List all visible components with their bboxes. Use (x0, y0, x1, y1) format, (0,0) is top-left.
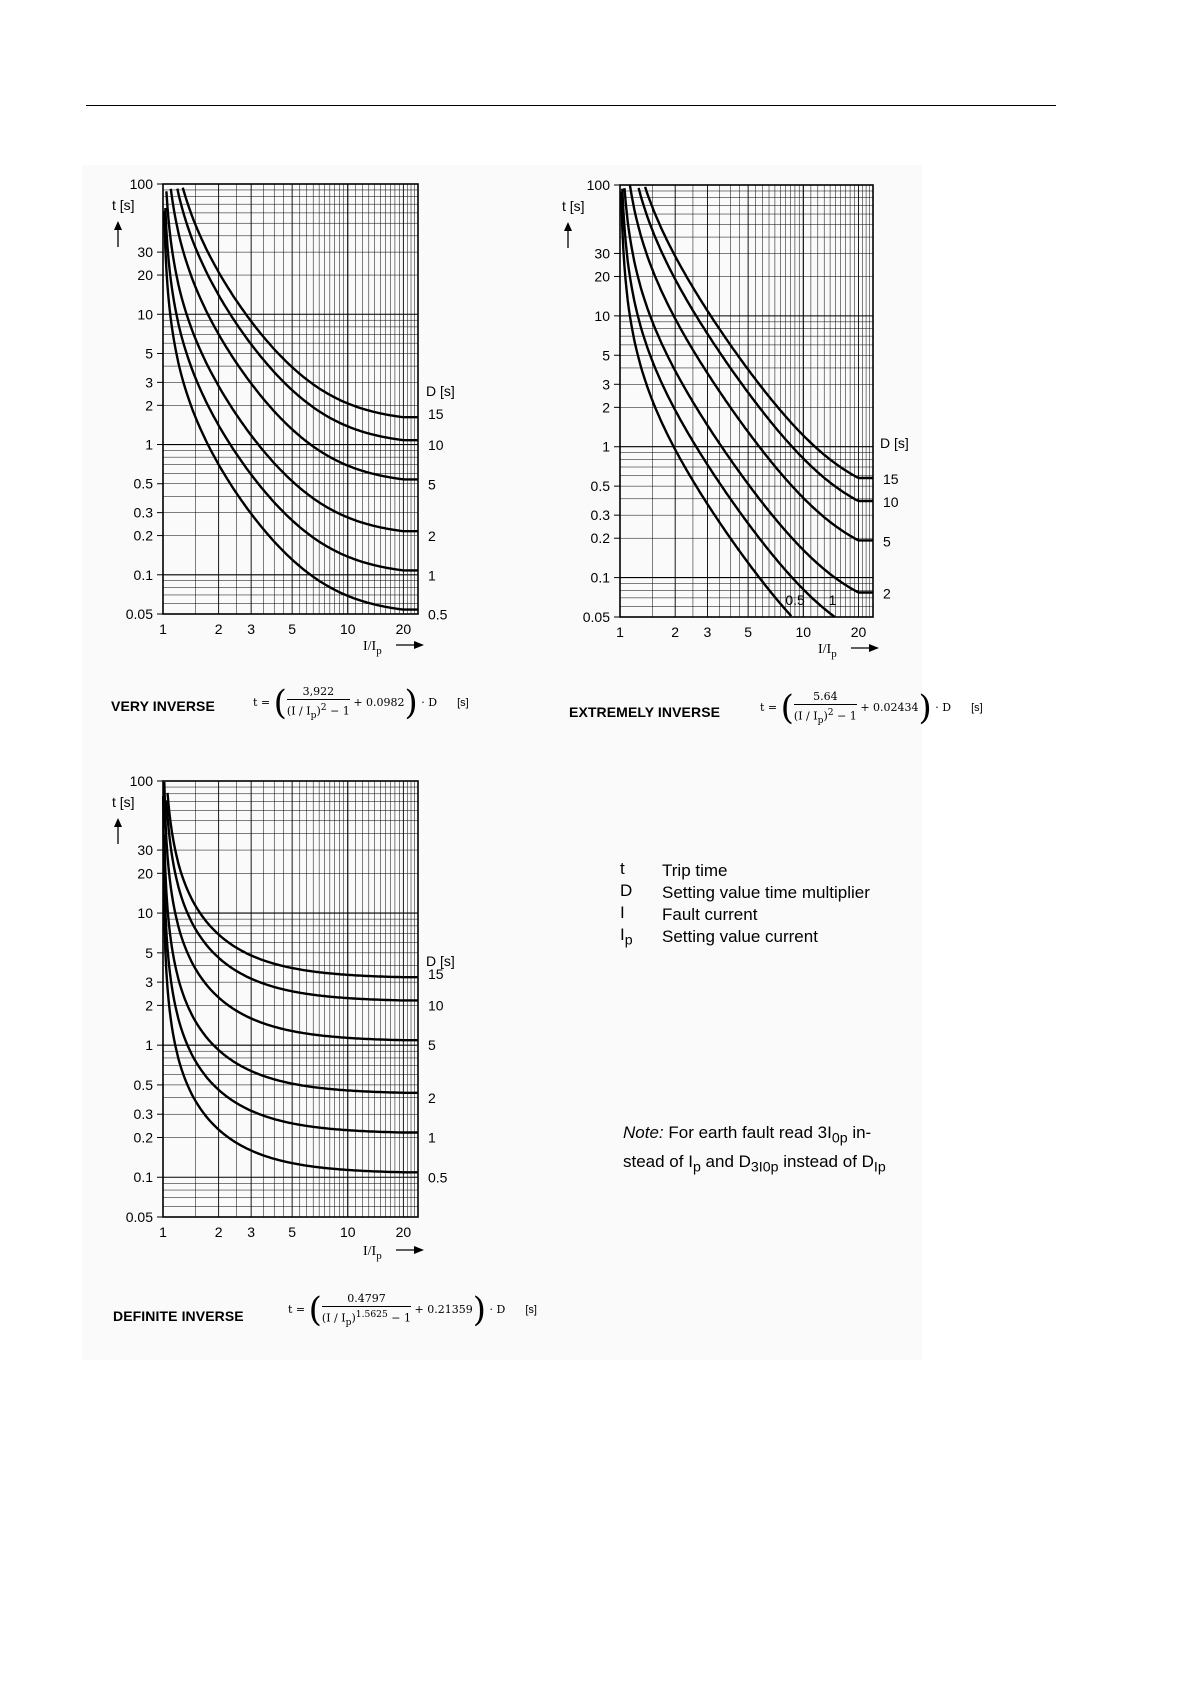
x-tick-label: 10 (339, 621, 356, 637)
series-label: 5 (428, 1037, 436, 1054)
y-tick-label: 1 (145, 1037, 153, 1054)
y-tick-label: 5 (145, 944, 153, 961)
y-tick-label: 0.1 (133, 566, 153, 583)
title-definite-inverse: DEFINITE INVERSE (113, 1308, 244, 1324)
curve-d-15 (645, 187, 873, 478)
y-tick-label: 100 (129, 176, 153, 192)
series-label: 1 (428, 567, 436, 584)
y-tick-label: 0.2 (133, 1129, 153, 1146)
series-label: 10 (428, 437, 444, 454)
x-tick-label: 5 (744, 624, 753, 640)
x-tick-label: 2 (671, 624, 680, 640)
x-tick-label: 10 (339, 1224, 356, 1240)
y-tick-label: 100 (586, 177, 610, 193)
curve-d-0_5 (163, 796, 418, 1172)
series-label: 15 (428, 406, 444, 423)
x-tick-label: 20 (850, 624, 867, 640)
y-tick-label: 30 (137, 244, 153, 261)
x-axis-arrowhead (414, 641, 424, 649)
y-tick-label: 10 (594, 307, 610, 324)
title-very-inverse: VERY INVERSE (111, 698, 215, 714)
x-tick-label: 3 (247, 621, 256, 637)
y-tick-label: 0.1 (133, 1169, 153, 1186)
legend-row: I Fault current (620, 903, 758, 924)
plot-frame (620, 185, 873, 617)
y-axis-label: t [s] (112, 794, 135, 810)
x-tick-label: 1 (616, 624, 624, 640)
earth-fault-note: Note: For earth fault read $3I_{0p}$ in- stead of $I_p$ and $D_{3I0p}$ instead of $D_{Ip}$ (623, 1123, 886, 1176)
x-tick-label: 5 (288, 621, 297, 637)
y-tick-label: 2 (602, 399, 610, 416)
y-axis-arrowhead (114, 818, 122, 827)
series-label: 5 (883, 533, 891, 550)
legend-row: $I_p$ Setting value current (620, 925, 818, 949)
d-axis-label: D [s] (426, 383, 455, 399)
y-tick-label: 0.5 (133, 1076, 153, 1093)
series-label: 1 (428, 1129, 436, 1146)
y-tick-label: 3 (145, 374, 153, 391)
y-tick-label: 1 (602, 438, 610, 455)
series-label: 0.5 (428, 606, 448, 623)
y-tick-label: 2 (145, 397, 153, 414)
x-axis-label: $I/I_p$ (363, 1244, 382, 1262)
y-tick-label: 5 (602, 347, 610, 364)
x-axis-arrowhead (414, 1246, 424, 1254)
y-tick-label: 0.3 (590, 507, 610, 524)
d-axis-label: D [s] (426, 953, 455, 969)
series-label: 0.5 (428, 1169, 448, 1186)
y-tick-label: 0.5 (133, 475, 153, 492)
series-label: 0.5 (785, 592, 805, 608)
symbol-legend (620, 860, 870, 948)
series-label: 2 (883, 585, 891, 602)
y-tick-label: 20 (137, 865, 153, 882)
x-tick-label: 20 (395, 621, 412, 637)
y-tick-label: 30 (137, 842, 153, 859)
y-tick-label: 3 (145, 974, 153, 991)
y-tick-label: 0.2 (590, 530, 610, 547)
y-tick-label: 0.05 (582, 609, 610, 625)
series-label: 15 (883, 470, 899, 487)
x-tick-label: 20 (395, 1224, 412, 1240)
y-axis-arrowhead (564, 222, 572, 231)
x-tick-label: 10 (795, 624, 812, 640)
x-axis-label: $I/I_p$ (363, 639, 382, 657)
y-tick-label: 20 (137, 267, 153, 284)
y-axis-arrowhead (114, 221, 122, 230)
x-tick-label: 1 (159, 621, 167, 637)
y-tick-label: 100 (129, 773, 153, 789)
legend-row: t Trip time (620, 859, 728, 880)
x-tick-label: 5 (288, 1224, 297, 1240)
y-tick-label: 5 (145, 345, 153, 362)
x-tick-label: 3 (703, 624, 712, 640)
y-tick-label: 0.1 (590, 569, 610, 586)
y-tick-label: 0.3 (133, 504, 153, 521)
y-tick-label: 0.2 (133, 527, 153, 544)
formula-very-inverse: t = ( $\frac{3,922}{(I / I_p)^2 - 1}$ + 0.0982) · D [s] (253, 683, 469, 723)
y-tick-label: 30 (594, 245, 610, 262)
y-axis-label: t [s] (562, 198, 585, 214)
d-axis-label: D [s] (880, 435, 909, 451)
y-tick-label: 2 (145, 997, 153, 1014)
y-tick-label: 10 (137, 306, 153, 323)
y-tick-label: 3 (602, 376, 610, 393)
formula-extremely-inverse: t = ( $\frac{5.64}{(I / I_p)^2 - 1}$ + 0.02434) · D [s] (760, 688, 983, 728)
formula-definite-inverse: t = ( $\frac{0.4797}{(I / I_p)^{1.5625} - 1}$ + 0.21359) · D [s] (288, 1290, 537, 1330)
y-tick-label: 0.5 (590, 478, 610, 495)
series-label: 2 (428, 528, 436, 545)
y-tick-label: 0.3 (133, 1106, 153, 1123)
title-extremely-inverse: EXTREMELY INVERSE (569, 704, 721, 720)
y-tick-label: 0.05 (125, 606, 153, 622)
series-label: 10 (428, 997, 444, 1014)
y-tick-label: 20 (594, 268, 610, 285)
curve-d-0_5 (164, 211, 418, 609)
x-tick-label: 2 (214, 1224, 223, 1240)
plot-frame (163, 184, 418, 614)
series-label: 5 (428, 476, 436, 493)
y-axis-label: t [s] (112, 197, 135, 213)
y-tick-label: 10 (137, 905, 153, 922)
x-tick-label: 1 (159, 1224, 167, 1240)
y-tick-label: 0.05 (125, 1209, 153, 1225)
series-label: 1 (828, 592, 837, 608)
y-tick-label: 1 (145, 436, 153, 453)
x-tick-label: 3 (247, 1224, 256, 1240)
x-axis-arrowhead (869, 644, 879, 652)
series-label: 10 (883, 494, 899, 511)
x-axis-label: $I/I_p$ (818, 642, 837, 660)
series-label: 15 (428, 966, 444, 983)
series-label: 2 (428, 1089, 436, 1106)
legend-row: D Setting value time multiplier (620, 881, 870, 902)
x-tick-label: 2 (214, 621, 223, 637)
